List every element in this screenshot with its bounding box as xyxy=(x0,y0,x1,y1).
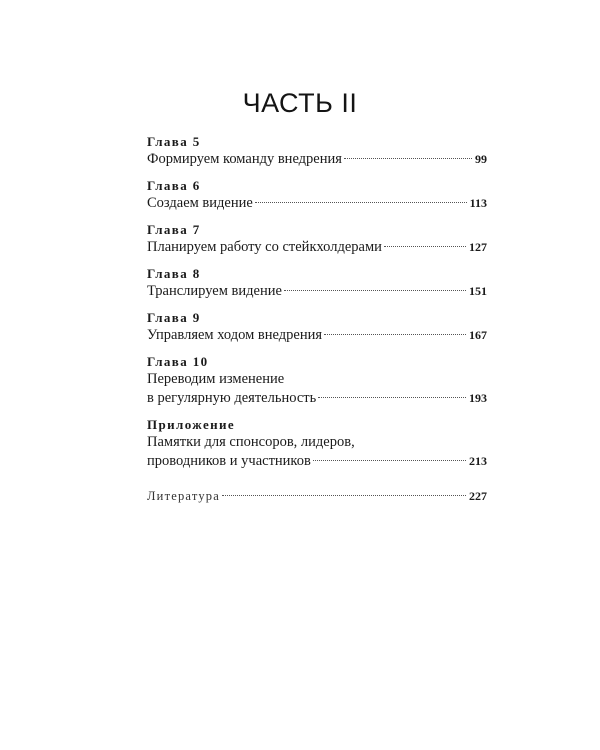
entry-title: Планируем работу со стейкхолдерами xyxy=(147,239,382,255)
toc-section-chapter-9 xyxy=(147,310,487,345)
toc-entry[interactable] xyxy=(147,389,487,408)
entry-title-line: Памятки для спонсоров, лидеров, xyxy=(147,434,355,450)
entry-title: в регулярную деятельность xyxy=(147,390,317,406)
dot-leader xyxy=(384,246,466,247)
toc-entry[interactable] xyxy=(147,194,487,213)
page-number: 151 xyxy=(469,284,487,298)
page-number: 167 xyxy=(469,328,487,342)
page-title: ЧАСТЬ II xyxy=(242,88,358,118)
entry-title-line: Переводим изменение xyxy=(147,371,285,387)
toc-section-chapter-7 xyxy=(147,222,487,257)
dot-leader xyxy=(284,290,466,291)
entry-title: проводников и участников xyxy=(147,453,311,469)
dot-leader xyxy=(255,202,467,203)
page-number: 99 xyxy=(475,152,487,166)
chapter-label: Глава 8 xyxy=(147,266,201,281)
toc-entry[interactable] xyxy=(147,282,487,301)
dot-leader xyxy=(313,460,466,461)
dot-leader xyxy=(344,158,472,159)
chapter-label: Глава 7 xyxy=(147,222,201,237)
entry-title: Транслируем видение xyxy=(147,283,282,299)
toc-section-chapter-8 xyxy=(147,266,487,301)
page-number: 113 xyxy=(469,196,487,210)
page-number: 227 xyxy=(469,489,487,503)
toc-section-appendix xyxy=(147,417,487,471)
toc-entry-literature[interactable] xyxy=(147,487,487,506)
chapter-label: Глава 6 xyxy=(147,178,201,193)
toc-entry[interactable] xyxy=(147,150,487,169)
dot-leader xyxy=(318,397,466,398)
page-number: 127 xyxy=(469,240,487,254)
table-of-contents xyxy=(147,134,487,506)
toc-entry[interactable] xyxy=(147,238,487,257)
toc-section-chapter-10 xyxy=(147,354,487,408)
literature-title: Литература xyxy=(147,489,220,503)
page-number: 193 xyxy=(469,391,487,405)
toc-entry[interactable] xyxy=(147,326,487,345)
entry-title: Создаем видение xyxy=(147,195,253,211)
page-number: 213 xyxy=(469,454,487,468)
entry-title: Управляем ходом внедрения xyxy=(147,327,323,343)
toc-section-chapter-6 xyxy=(147,178,487,213)
dot-leader xyxy=(324,334,466,335)
chapter-label: Глава 9 xyxy=(147,310,201,325)
toc-entry[interactable] xyxy=(147,452,487,471)
entry-title: Формируем команду внедрения xyxy=(147,151,342,167)
chapter-label: Глава 5 xyxy=(147,134,201,149)
chapter-label: Приложение xyxy=(147,417,236,432)
dot-leader xyxy=(222,495,466,496)
toc-section-chapter-5 xyxy=(147,134,487,169)
chapter-label: Глава 10 xyxy=(147,354,209,369)
